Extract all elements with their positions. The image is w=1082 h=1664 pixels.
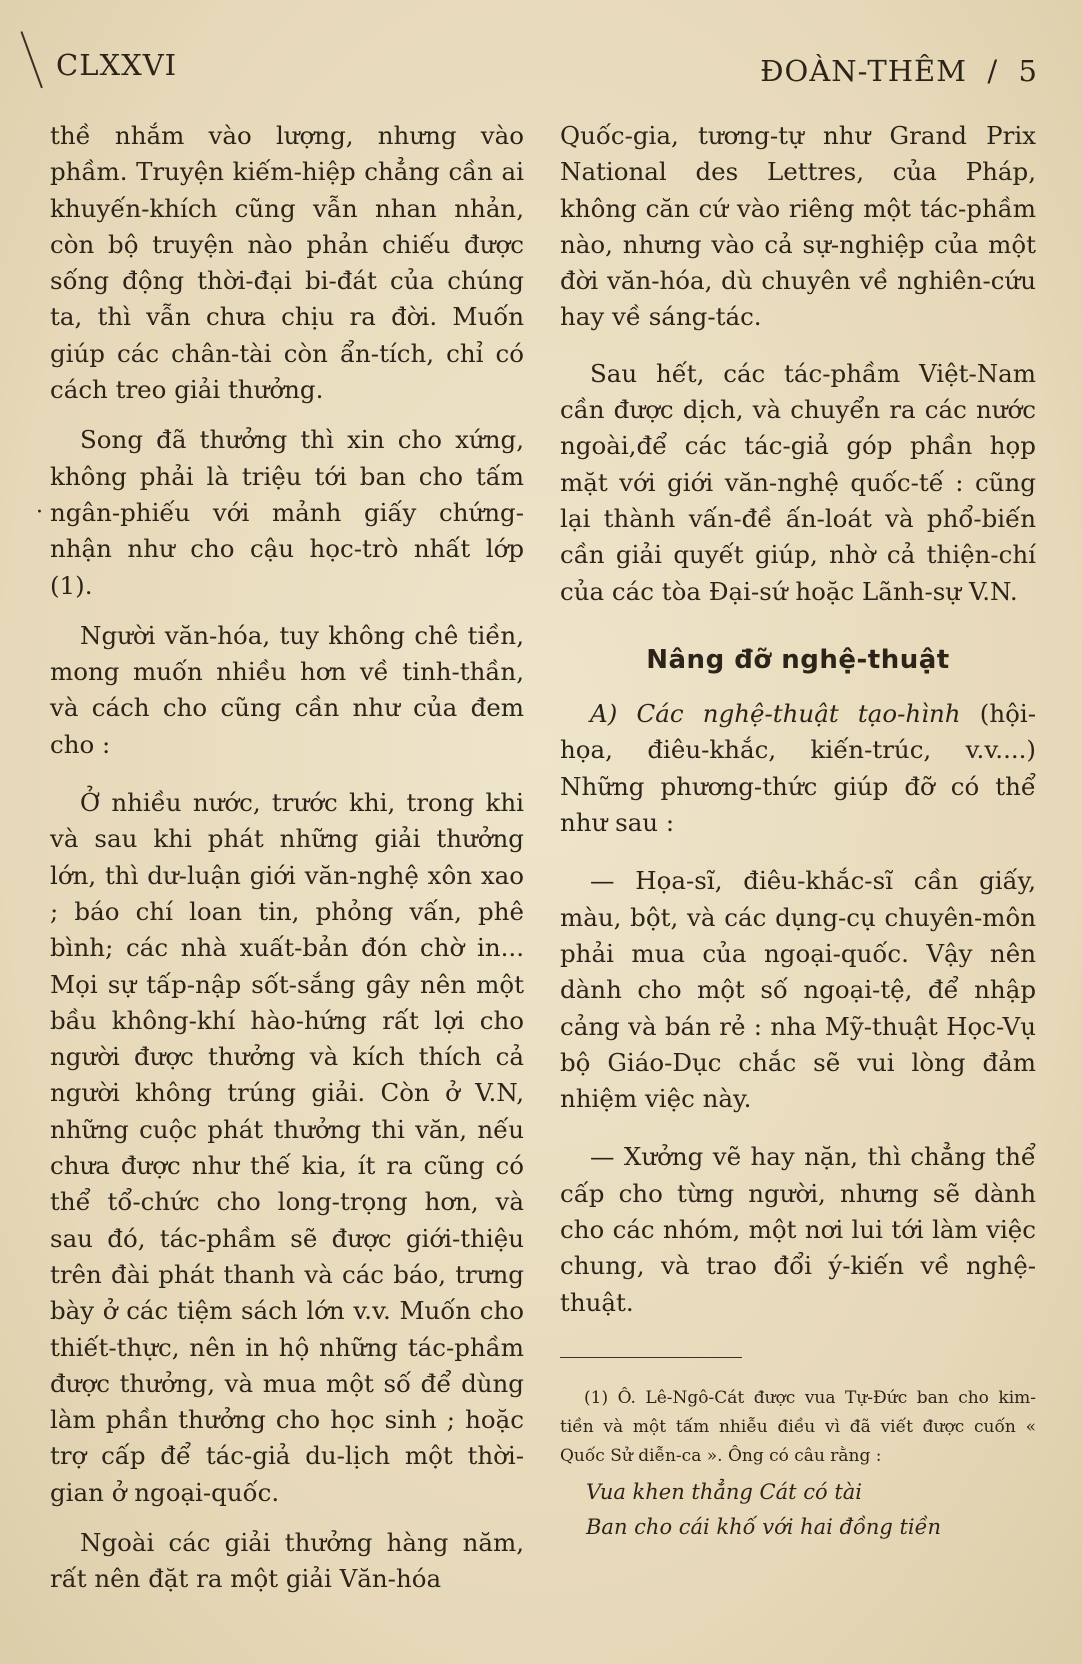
paragraph: Người văn-hóa, tuy không chê tiền, mong muốn nhiều hơn về tinh-thần, và cách cho cũng cần như của đem cho : [50, 620, 524, 759]
paragraph: Quốc-gia, tương-tự như Grand Prix National des Lettres, của Pháp, không căn cứ vào riêng một tác-phầm nào, nhưng vào cả sự-nghiệp của một đời văn-hóa, dù chuyên về nghiên-cứu hay về sáng-tác. [560, 121, 1036, 332]
page-header [44, 48, 1038, 98]
subsection-title: A) Các nghệ-thuật tạo-hình [590, 699, 961, 729]
paragraph: Ngoài các giải thưởng hàng năm, rất nên đặt ra một giải Văn-hóa [50, 1527, 524, 1594]
chapter-number: CLXXVI [56, 48, 178, 82]
section-heading: Nâng đỡ nghệ-thuật [646, 644, 950, 675]
footnote-text: (1) Ô. Lê-Ngô-Cát được vua Tự-Đức ban cho kim-tiền và một tấm nhiễu điều vì đã viết được cuốn « Quốc Sử diễn-ca ». Ông có câu rằng : [560, 1387, 1036, 1466]
paragraph: Ở nhiều nước, trước khi, trong khi và sau khi phát những giải thưởng lớn, thì dư-luận giới văn-nghệ xôn xao ; báo chí loan tin, phỏng vấn, phê bình; các nhà xuất-bản đón chờ in... Mọi sự tấp-nập sốt-sắng gây nên một bầu không-khí hào-hứng rất lợi cho người được thưởng và kích thích cả người không trúng giải. Còn ở V.N, những cuộc phát thưởng thi văn, nếu chưa được như thế kia, ít ra cũng có thể tổ-chức cho long-trọng hơn, và sau đó, tác-phầm sẽ được giới-thiệu trên đài phát thanh và các báo, trưng bày ở các tiệm sách lớn v.v. Muốn cho thiết-thực, nên in hộ những tác-phầm được thưởng, và mua một số để dùng làm phần thưởng cho học sinh ; hoặc trợ cấp để tác-giả du-lịch một thời-gian ở ngoại-quốc. [50, 788, 524, 1507]
running-head: ĐOÀN-THÊM / 5 [760, 54, 1038, 88]
verse-line: Vua khen thẳng Cát có tài [586, 1479, 863, 1504]
paragraph: Sau hết, các tác-phầm Việt-Nam cần được dịch, và chuyển ra các nước ngoài,để các tác-giả góp phần họp mặt với giới văn-nghệ quốc-tế : cũng lại thành vấn-đề ấn-loát và phổ-biến cần giải quyết giúp, nhờ cả thiện-chí của các tòa Đại-sứ hoặc Lãnh-sự V.N. [560, 358, 1036, 606]
right-column [560, 118, 1036, 1545]
footnote [560, 1384, 1036, 1545]
margin-dot: · [36, 500, 43, 525]
paragraph-text: (hội-họa, điêu-khắc, kiến-trúc, v.v....) Những phương-thức giúp đỡ có thể như sau : [560, 699, 1036, 838]
footnote-rule [560, 1357, 742, 1358]
verse-line: Ban cho cái khố với hai đồng tiền [586, 1514, 942, 1539]
paragraph: — Họa-sĩ, điêu-khắc-sĩ cần giấy, màu, bột, và các dụng-cụ chuyên-môn phải mua của ngoại-quốc. Vậy nên dành cho một số ngoại-tệ, để nhập cảng và bán rẻ : nha Mỹ-thuật Học-Vụ bộ Giáo-Dục chắc sẽ vui lòng đảm nhiệm việc này. [560, 866, 1036, 1114]
paragraph [560, 696, 1036, 841]
paragraph: Song đã thưởng thì xin cho xứng, không phải là triệu tới ban cho tấm ngân-phiếu với mảnh giấy chứng-nhận như cho cậu học-trò nhất lớp (1). [50, 425, 524, 600]
paragraph: thề nhắm vào lượng, nhưng vào phầm. Truyện kiếm-hiệp chẳng cần ai khuyến-khích cũng vẫn nhan nhản, còn bộ truyện nào phản chiếu được sống động thời-đại bi-đát của chúng ta, thì vẫn chưa chịu ra đời. Muốn giúp các chân-tài còn ẩn-tích, chỉ có cách treo giải thưởng. [50, 121, 524, 405]
paragraph: — Xưởng vẽ hay nặn, thì chẳng thể cấp cho từng người, nhưng sẽ dành cho các nhóm, một nơi lui tới làm việc chung, và trao đổi ý-kiến về nghệ-thuật. [560, 1142, 1036, 1317]
left-column [50, 118, 524, 1598]
